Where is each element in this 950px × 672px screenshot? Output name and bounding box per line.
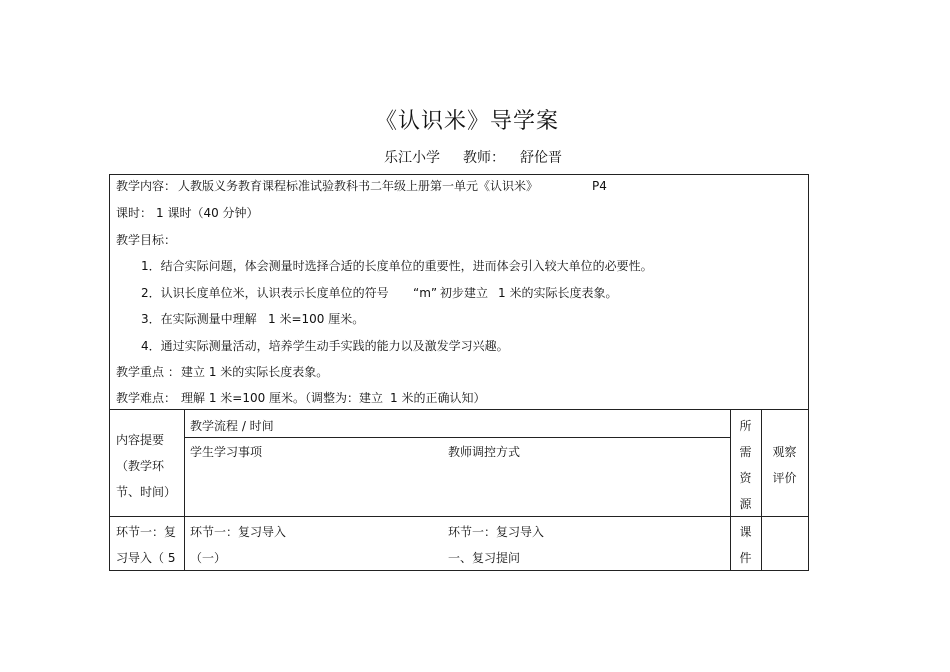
difficulty-tail: 1 米的正确认知） (390, 391, 486, 405)
table-right-border (808, 174, 809, 571)
row1-teacher-line1: 环节一：复习导入 (448, 525, 545, 539)
content-label: 教学内容： (116, 179, 177, 193)
resources-header-2: 需 (739, 445, 752, 459)
objective-2-value: 1 米的实际长度表象。 (498, 286, 618, 300)
row1-teacher-line2: 一、复习提问 (448, 551, 521, 565)
teacher-name: 舒伦晋 (520, 150, 562, 166)
difficulty-label: 教学难点： (116, 391, 177, 405)
row1-student-line1: 环节一：复习导入 (190, 525, 287, 539)
outline-header-line2: （教学环 (116, 459, 165, 473)
period-value: 1 课时（40 分钟） (156, 206, 259, 220)
key-point-label: 教学重点 ： (116, 365, 180, 379)
objective-3-value: 1 米=100 厘米。 (268, 312, 365, 326)
table-left-border (109, 174, 110, 571)
eval-col-divider (761, 409, 762, 571)
resources-header-1: 所 (739, 419, 752, 433)
flow-divider (184, 437, 730, 438)
resources-header-4: 源 (739, 497, 752, 511)
resources-header-3: 资 (739, 471, 752, 485)
outline-header-line1: 内容提要 (116, 433, 165, 447)
flow-header: 教学流程 / 时间 (190, 419, 274, 433)
content-value: 人教版义务教育课程标准试验教科书二年级上册第一单元《认识米》 (178, 179, 539, 193)
objective-2-symbol: “m” (413, 286, 438, 300)
row1-student-line2: （一） (190, 551, 227, 565)
objective-3: 3．在实际测量中理解 (141, 312, 257, 326)
table-bottom-border (109, 570, 809, 571)
school-name: 乐江小学 (384, 150, 440, 166)
objective-4: 4．通过实际测量活动，培养学生动手实践的能力以及激发学习兴趣。 (141, 339, 509, 353)
eval-header-line2: 评价 (772, 471, 797, 485)
student-header: 学生学习事项 (190, 445, 263, 459)
row1-outline-line2: 习导入（ 5 (116, 551, 176, 565)
header-row-border (109, 516, 809, 517)
difficulty-value: 理解 1 米=100 厘米。（调整为：建立 (181, 391, 384, 405)
outline-header-line3: 节、时间） (116, 485, 177, 499)
period-label: 课时： (116, 206, 153, 220)
page-ref: P4 (592, 179, 607, 193)
teacher-header: 教师调控方式 (448, 445, 521, 459)
objective-2: 2．认识长度单位米，认识表示长度单位的符号 (141, 286, 389, 300)
objective-2-tail: 初步建立 (440, 286, 489, 300)
row1-outline-line1: 环节一：复 (116, 525, 177, 539)
row1-resource-1: 课 (739, 525, 752, 539)
page-title: 《认识米》导学案 (374, 109, 559, 134)
row1-resource-2: 件 (739, 551, 752, 565)
outline-col-divider (184, 409, 185, 571)
table-top-border (109, 174, 809, 175)
teacher-label: 教师： (463, 150, 505, 166)
eval-header-line1: 观察 (772, 445, 797, 459)
resources-col-divider (730, 409, 731, 571)
objectives-label: 教学目标： (116, 233, 177, 247)
info-bottom-border (109, 409, 809, 410)
key-point-value: 建立 1 米的实际长度表象。 (181, 365, 329, 379)
objective-1: 1．结合实际问题，体会测量时选择合适的长度单位的重要性，进而体会引入较大单位的必要性。 (141, 259, 653, 273)
